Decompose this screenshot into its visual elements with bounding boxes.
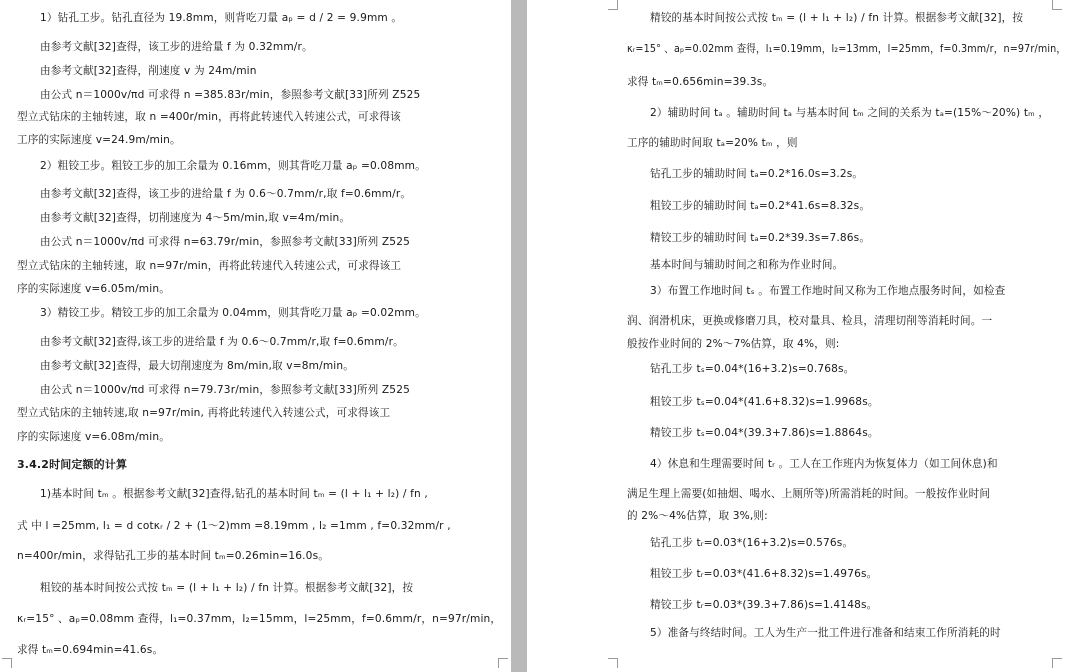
- text-line: 由公式 n＝1000v/πd 可求得 n =385.83r/min，参照参考文献[33]所列 Z525: [40, 89, 421, 101]
- text-line: 由参考文献[32]查得，该工步的进给量 f 为 0.6～0.7mm/r,取 f=0.6mm/r。: [40, 188, 412, 200]
- text-line: κᵣ=15° 、aₚ=0.08mm 查得，l₁=0.37mm，l₂=15mm，l=25mm，f=0.6mm/r，n=97r/min，: [17, 613, 502, 625]
- page-corner-mark: [608, 658, 618, 668]
- text-line: 型立式钻床的主轴转速，取 n=97r/min，再将此转速代入转速公式，可求得该工: [17, 260, 402, 272]
- text-line: 钻孔工步 tᵣ=0.03*(16+3.2)s=0.576s。: [650, 537, 854, 549]
- text-line: 由公式 n＝1000v/πd 可求得 n=79.73r/min，参照参考文献[33]所列 Z525: [40, 384, 410, 396]
- text-line: 式 中 l =25mm, l₁ = d cotκᵣ / 2 + (1～2)mm =8.19mm , l₂ =1mm , f=0.32mm/r ,: [17, 520, 451, 532]
- text-line: 精铰工步 tₛ=0.04*(39.3+7.86)s=1.8864s。: [650, 427, 879, 439]
- text-line: 由参考文献[32]查得，削速度 v 为 24m/min: [40, 65, 257, 77]
- text-line: 5）准备与终结时间。工人为生产一批工件进行准备和结束工作所消耗的时: [650, 627, 1001, 639]
- page-corner-mark: [2, 658, 12, 668]
- text-line: 精铰的基本时间按公式按 tₘ = (l + l₁ + l₂) / fn 计算。根据参考文献[32]，按: [650, 12, 1024, 24]
- text-line: 3）精铰工步。精铰工步的加工余量为 0.04mm，则其背吃刀量 aₚ =0.02mm。: [40, 307, 426, 319]
- text-line: 3）布置工作地时间 tₛ 。布置工作地时间又称为工作地点服务时间，如检查: [650, 285, 1006, 297]
- text-line: 工序的辅助时间取 tₐ=20% tₘ ，则: [627, 137, 798, 149]
- section-heading: 3.4.2时间定额的计算: [17, 458, 128, 471]
- document-page-right: [527, 0, 1070, 672]
- text-line: κᵣ=15° 、aₚ=0.02mm 查得，l₁=0.19mm，l₂=13mm，l=25mm，f=0.3mm/r，n=97r/min，: [627, 43, 1067, 55]
- text-line: 精铰工步 tᵣ=0.03*(39.3+7.86)s=1.4148s。: [650, 599, 878, 611]
- text-line: 基本时间与辅助时间之和称为作业时间。: [650, 259, 844, 271]
- text-line: 由参考文献[32]查得，切削速度为 4～5m/min,取 v=4m/min。: [40, 212, 351, 224]
- text-line: 4）休息和生理需要时间 tᵣ 。工人在工作班内为恢复体力（如工间休息)和: [650, 458, 998, 470]
- page-gutter: [511, 0, 527, 672]
- text-line: 精铰工步的辅助时间 tₐ=0.2*39.3s=7.86s。: [650, 232, 871, 244]
- text-line: 粗铰的基本时间按公式按 tₘ = (l + l₁ + l₂) / fn 计算。根据参考文献[32]，按: [40, 582, 414, 594]
- text-line: 粗铰工步 tᵣ=0.03*(41.6+8.32)s=1.4976s。: [650, 568, 878, 580]
- text-line: 由参考文献[32]查得,该工步的进给量 f 为 0.6～0.7mm/r,取 f=0.6mm/r。: [40, 336, 404, 348]
- text-line: 2）辅助时间 tₐ 。辅助时间 tₐ 与基本时间 tₘ 之间的关系为 tₐ=(15%～20%) tₘ ，: [650, 107, 1050, 119]
- page-corner-mark: [1052, 658, 1062, 668]
- text-line: 1)基本时间 tₘ 。根据参考文献[32]查得,钻孔的基本时间 tₘ = (l + l₁ + l₂) / fn ,: [40, 488, 428, 500]
- text-line: 序的实际速度 v=6.08m/min。: [17, 431, 170, 443]
- text-line: 2）粗铰工步。粗铰工步的加工余量为 0.16mm，则其背吃刀量 aₚ =0.08mm。: [40, 160, 426, 172]
- text-line: 由公式 n＝1000v/πd 可求得 n=63.79r/min，参照参考文献[33]所列 Z525: [40, 236, 410, 248]
- page-corner-mark: [498, 658, 508, 668]
- text-line: 的 2%～4%估算，取 3%,则:: [627, 510, 768, 522]
- text-line: n=400r/min，求得钻孔工步的基本时间 tₘ=0.26min=16.0s。: [17, 550, 329, 562]
- text-line: 般按作业时间的 2%～7%估算，取 4%，则:: [627, 338, 840, 350]
- text-line: 求得 tₘ=0.694min=41.6s。: [17, 644, 164, 656]
- text-line: 1）钻孔工步。钻孔直径为 19.8mm，则背吃刀量 aₚ = d / 2 = 9.9mm 。: [40, 12, 403, 24]
- text-line: 工序的实际速度 v=24.9m/min。: [17, 134, 181, 146]
- text-line: 润、润滑机床，更换或修磨刀具，校对量具、检具，清理切削等消耗时间。一: [627, 315, 993, 327]
- document-page-left: [0, 0, 511, 672]
- text-line: 粗铰工步 tₛ=0.04*(41.6+8.32)s=1.9968s。: [650, 396, 879, 408]
- text-line: 满足生理上需要(如抽烟、喝水、上厕所等)所需消耗的时间。一般按作业时间: [627, 488, 991, 500]
- text-line: 求得 tₘ=0.656min=39.3s。: [627, 76, 774, 88]
- text-line: 粗铰工步的辅助时间 tₐ=0.2*41.6s=8.32s。: [650, 200, 871, 212]
- text-line: 型立式钻床的主轴转速,取 n=97r/min, 再将此转速代入转速公式，可求得该工: [17, 407, 391, 419]
- text-line: 钻孔工步 tₛ=0.04*(16+3.2)s=0.768s。: [650, 363, 855, 375]
- text-line: 由参考文献[32]查得，最大切削速度为 8m/min,取 v=8m/min。: [40, 360, 354, 372]
- text-line: 型立式钻床的主轴转速，取 n =400r/min，再将此转速代入转速公式，可求得该: [17, 111, 401, 123]
- page-corner-mark: [1052, 0, 1062, 10]
- text-line: 序的实际速度 v=6.05m/min。: [17, 283, 170, 295]
- page-corner-mark: [608, 0, 618, 10]
- text-line: 由参考文献[32]查得，该工步的进给量 f 为 0.32mm/r。: [40, 41, 313, 53]
- text-line: 钻孔工步的辅助时间 tₐ=0.2*16.0s=3.2s。: [650, 168, 864, 180]
